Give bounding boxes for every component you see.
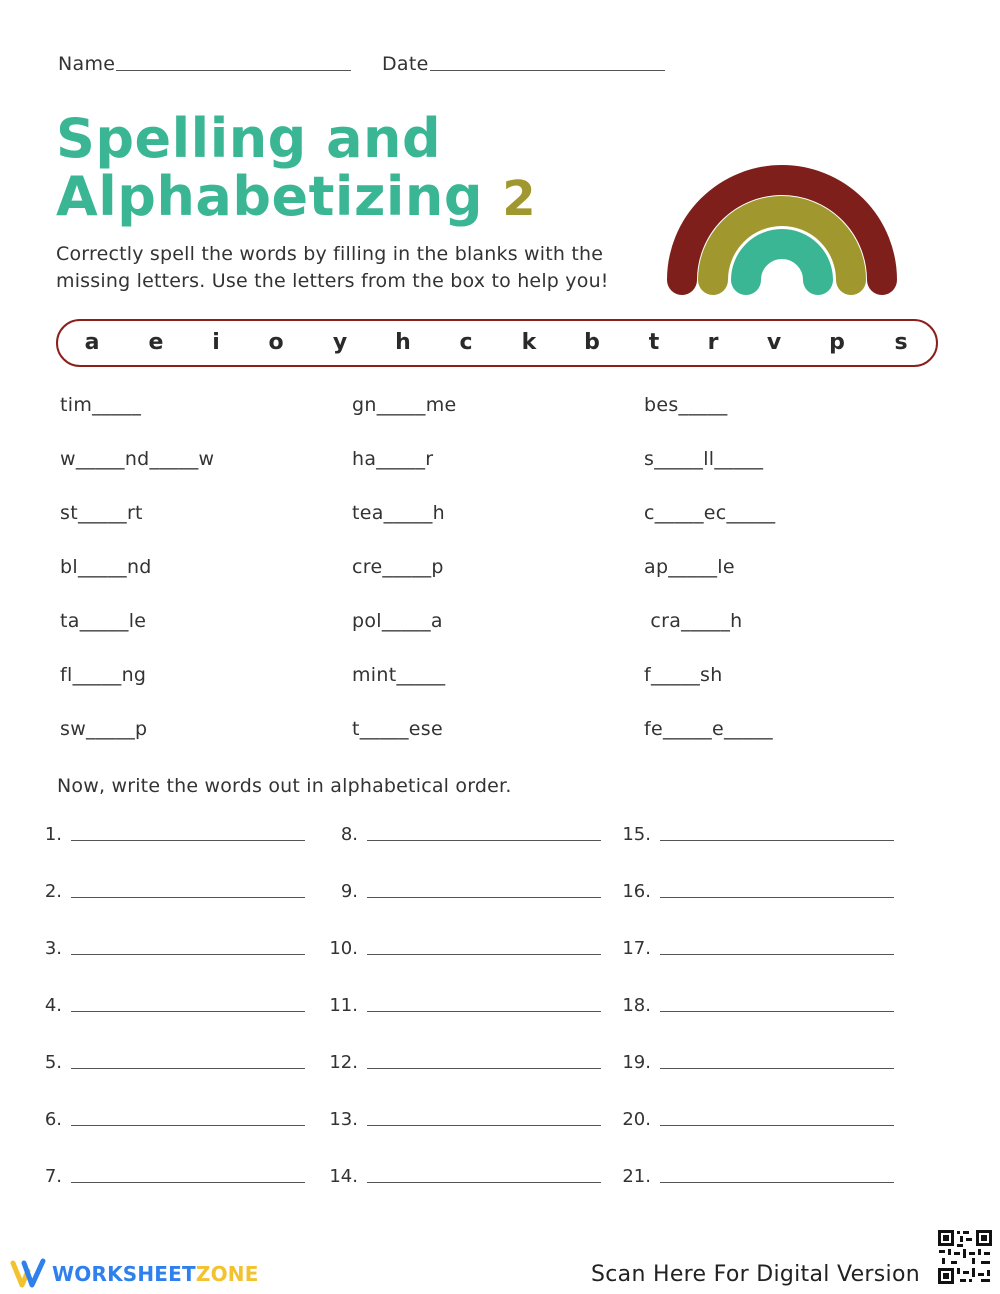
letter-item: k bbox=[521, 330, 537, 355]
word-blank[interactable]: ha_____r bbox=[352, 448, 434, 470]
answer-line[interactable] bbox=[367, 954, 601, 955]
alpha-instruction: Now, write the words out in alphabetical order. bbox=[57, 775, 512, 797]
answer-line[interactable] bbox=[367, 897, 601, 898]
date-label: Date bbox=[382, 53, 429, 75]
answer-number: 8. bbox=[340, 824, 358, 845]
date-field[interactable] bbox=[430, 70, 665, 71]
letter-item: r bbox=[707, 330, 719, 355]
answer-line[interactable] bbox=[71, 1068, 305, 1069]
answer-number: 3. bbox=[44, 938, 62, 959]
letter-box bbox=[56, 319, 938, 367]
answer-line[interactable] bbox=[71, 1182, 305, 1183]
word-blank[interactable]: fl_____ng bbox=[60, 664, 147, 686]
word-blank[interactable]: pol_____a bbox=[352, 610, 443, 632]
letter-item: b bbox=[584, 330, 600, 355]
word-blank[interactable]: s_____ll_____ bbox=[644, 448, 764, 470]
answer-number: 11. bbox=[329, 995, 358, 1016]
letter-item: y bbox=[332, 330, 348, 355]
brand-part-2: ZONE bbox=[195, 1262, 259, 1286]
rainbow-inner-arc bbox=[746, 244, 818, 280]
title-number: 2 bbox=[502, 171, 537, 227]
answer-line[interactable] bbox=[660, 1125, 894, 1126]
answer-line[interactable] bbox=[660, 840, 894, 841]
word-blank[interactable]: bl_____nd bbox=[60, 556, 152, 578]
answer-line[interactable] bbox=[660, 1068, 894, 1069]
answer-line[interactable] bbox=[71, 1011, 305, 1012]
word-blank[interactable]: fe_____e_____ bbox=[644, 718, 773, 740]
title-line-2-text: Alphabetizing bbox=[56, 165, 483, 228]
brand-name[interactable] bbox=[52, 1262, 259, 1286]
scan-text: Scan Here For Digital Version bbox=[591, 1262, 920, 1287]
word-blank[interactable]: tim_____ bbox=[60, 394, 142, 416]
word-blank[interactable]: bes_____ bbox=[644, 394, 728, 416]
answer-line[interactable] bbox=[71, 897, 305, 898]
instructions-line-2: missing letters. Use the letters from the box to help you! bbox=[56, 270, 609, 292]
brand-part-1: WORKSHEET bbox=[52, 1262, 196, 1286]
title-line-2 bbox=[56, 165, 537, 228]
answer-number: 4. bbox=[44, 995, 62, 1016]
answer-number: 5. bbox=[44, 1052, 62, 1073]
name-field[interactable] bbox=[116, 70, 351, 71]
letter-item: s bbox=[894, 330, 908, 355]
letter-item: v bbox=[766, 330, 782, 355]
letter-item: i bbox=[212, 330, 220, 355]
page-title bbox=[56, 107, 537, 228]
letter-item: a bbox=[84, 330, 100, 355]
answer-line[interactable] bbox=[660, 1182, 894, 1183]
qr-code-icon[interactable] bbox=[936, 1228, 994, 1286]
answer-number: 10. bbox=[329, 938, 358, 959]
word-blank[interactable]: st_____rt bbox=[60, 502, 143, 524]
answer-number: 15. bbox=[622, 824, 651, 845]
answer-line[interactable] bbox=[367, 1011, 601, 1012]
word-blank[interactable]: cra_____h bbox=[644, 610, 743, 632]
answer-number: 18. bbox=[622, 995, 651, 1016]
answer-line[interactable] bbox=[367, 1068, 601, 1069]
answer-number: 16. bbox=[622, 881, 651, 902]
instructions-line-1: Correctly spell the words by filling in the blanks with the bbox=[56, 243, 604, 265]
letter-item: h bbox=[395, 330, 411, 355]
answer-line[interactable] bbox=[71, 1125, 305, 1126]
rainbow-icon bbox=[660, 145, 905, 305]
letter-item: p bbox=[829, 330, 845, 355]
word-blank[interactable]: tea_____h bbox=[352, 502, 446, 524]
word-blank[interactable]: f_____sh bbox=[644, 664, 723, 686]
answer-line[interactable] bbox=[71, 954, 305, 955]
word-blank[interactable]: t_____ese bbox=[352, 718, 443, 740]
answer-number: 13. bbox=[329, 1109, 358, 1130]
letter-item: c bbox=[459, 330, 473, 355]
answer-number: 14. bbox=[329, 1166, 358, 1187]
answer-number: 21. bbox=[622, 1166, 651, 1187]
instructions bbox=[56, 241, 609, 295]
answer-line[interactable] bbox=[660, 1011, 894, 1012]
answer-number: 2. bbox=[44, 881, 62, 902]
name-label: Name bbox=[58, 53, 116, 75]
answer-line[interactable] bbox=[367, 840, 601, 841]
answer-line[interactable] bbox=[660, 897, 894, 898]
answer-line[interactable] bbox=[660, 954, 894, 955]
answer-number: 19. bbox=[622, 1052, 651, 1073]
answer-line[interactable] bbox=[367, 1182, 601, 1183]
word-blank[interactable]: sw_____p bbox=[60, 718, 148, 740]
word-blank[interactable]: ta_____le bbox=[60, 610, 147, 632]
answer-number: 12. bbox=[329, 1052, 358, 1073]
word-blank[interactable]: w_____nd_____w bbox=[60, 448, 215, 470]
letter-item: e bbox=[148, 330, 164, 355]
word-blank[interactable]: c_____ec_____ bbox=[644, 502, 776, 524]
title-line-1: Spelling and bbox=[56, 107, 442, 170]
answer-line[interactable] bbox=[71, 840, 305, 841]
word-blank[interactable]: ap_____le bbox=[644, 556, 735, 578]
answer-number: 17. bbox=[622, 938, 651, 959]
letter-item: o bbox=[268, 330, 284, 355]
word-blank[interactable]: cre_____p bbox=[352, 556, 444, 578]
answer-line[interactable] bbox=[367, 1125, 601, 1126]
answer-number: 1. bbox=[44, 824, 62, 845]
answer-number: 6. bbox=[44, 1109, 62, 1130]
letter-item: t bbox=[648, 330, 660, 355]
worksheetzone-logo-icon bbox=[10, 1258, 46, 1288]
answer-number: 7. bbox=[44, 1166, 62, 1187]
word-blank[interactable]: gn_____me bbox=[352, 394, 457, 416]
word-blank[interactable]: mint_____ bbox=[352, 664, 446, 686]
answer-number: 9. bbox=[340, 881, 358, 902]
answer-number: 20. bbox=[622, 1109, 651, 1130]
